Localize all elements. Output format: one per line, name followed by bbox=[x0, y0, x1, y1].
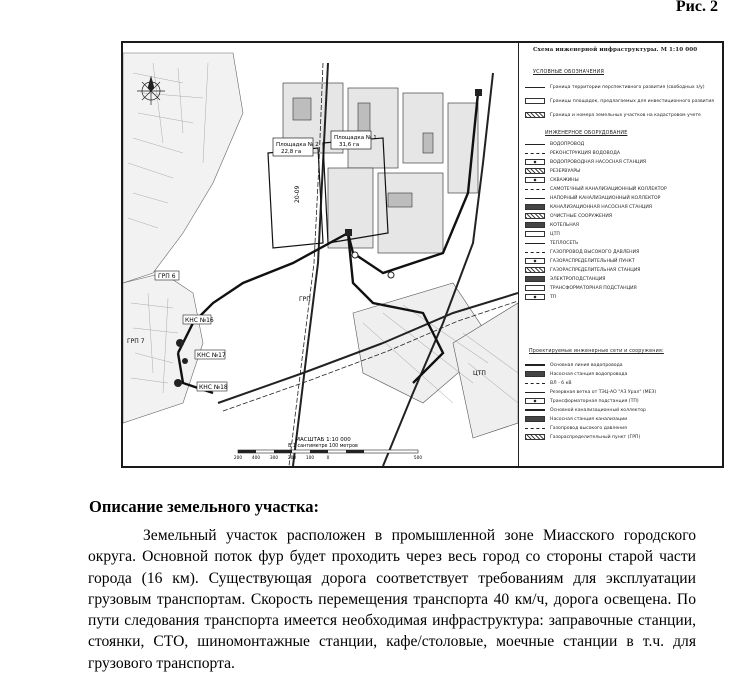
legend-item: РЕЗЕРВУАРЫ bbox=[525, 167, 580, 175]
sewer-pump-icon bbox=[525, 204, 545, 210]
engineering-heading: ИНЖЕНЕРНОЕ ОБОРУДОВАНИЕ bbox=[545, 131, 628, 136]
svg-text:ЦТП: ЦТП bbox=[473, 370, 486, 377]
section-title: Описание земельного участка: bbox=[89, 497, 320, 516]
map-legend bbox=[518, 43, 724, 466]
legend-title: Схема инженерной инфраструктуры. М 1:10 000 bbox=[533, 47, 698, 53]
legend-item: ТРАНСФОРМАТОРНАЯ ПОДСТАНЦИЯ bbox=[525, 284, 637, 292]
legend-item: Граница и номера земельных участков на кадастровом учете bbox=[525, 111, 701, 119]
site-label-2 bbox=[273, 138, 319, 156]
water-station-icon bbox=[525, 371, 545, 377]
svg-text:МАСШТАБ 1:10 000: МАСШТАБ 1:10 000 bbox=[295, 437, 351, 443]
well-icon bbox=[525, 177, 545, 183]
power-line-icon bbox=[525, 383, 545, 384]
gas-point-icon bbox=[525, 258, 545, 264]
gas-station-icon bbox=[525, 267, 545, 273]
legend-item: ЭЛЕКТРОПОДСТАНЦИЯ bbox=[525, 275, 605, 283]
legend-item: ЦТП bbox=[525, 230, 560, 238]
site-boundary-icon bbox=[525, 98, 545, 104]
svg-text:100: 100 bbox=[305, 456, 315, 461]
legend-heading: УСЛОВНЫЕ ОБОЗНАЧЕНИЯ bbox=[533, 70, 604, 75]
transformer-icon bbox=[525, 285, 545, 291]
tp-icon bbox=[525, 294, 545, 300]
legend-item: ГАЗОРАСПРЕДЕЛИТЕЛЬНЫЙ ПУНКТ bbox=[525, 257, 635, 265]
legend-item: Граница территории перспективного развития (свободных з/у) bbox=[525, 83, 705, 91]
legend-item: РЕКОНСТРУКЦИЯ ВОДОВОДА bbox=[525, 149, 620, 157]
description-paragraph: Земельный участок расположен в промышленной зоне Миасского городского округа. Основной поток фур будет проходить через весь город со стороны старой части города (16 км). Существующая дорога соответствует требованиям для эксплуатации грузовым транспортам. Скорость перемещения транспорта 40 км/ч, дорога освещена. По пути следования транспорта имеется необходимая инфраструктура: заправочные станции, стоянки, СТО, шиномонтажные станции, кафе/столовые, моечные станции в т.ч. для грузового транспорта. bbox=[88, 527, 696, 672]
legend-item: СКВАЖИНЫ bbox=[525, 176, 579, 184]
grp-icon bbox=[525, 434, 545, 440]
svg-text:ГРП 7: ГРП 7 bbox=[127, 338, 145, 345]
legend-item: ВЛ - 6 кВ bbox=[525, 379, 572, 387]
svg-text:22,8 га: 22,8 га bbox=[281, 149, 302, 155]
svg-text:В 1 сантиметре 100 метров: В 1 сантиметре 100 метров bbox=[288, 444, 358, 449]
heat-point-icon bbox=[525, 231, 545, 237]
legend-item: Газопровод высокого давления bbox=[525, 424, 627, 432]
legend-item: Трансформаторная подстанция (ТП) bbox=[525, 397, 639, 405]
map-drawing bbox=[123, 43, 518, 466]
reservoir-icon bbox=[525, 168, 545, 174]
legend-item: ТЕПЛОСЕТЬ bbox=[525, 239, 578, 247]
site-label-1 bbox=[331, 131, 377, 149]
svg-text:500: 500 bbox=[413, 456, 423, 461]
svg-text:31,6 га: 31,6 га bbox=[339, 142, 360, 148]
svg-text:КНС №18: КНС №18 bbox=[199, 384, 228, 391]
infrastructure-map bbox=[121, 41, 724, 468]
legend-item: Насосная станция водопровода bbox=[525, 370, 627, 378]
svg-text:300: 300 bbox=[269, 456, 279, 461]
svg-text:20-09: 20-09 bbox=[294, 185, 301, 203]
sewer-station-icon bbox=[525, 416, 545, 422]
legend-item: Насосная станция канализации bbox=[525, 415, 627, 423]
svg-text:0: 0 bbox=[326, 456, 330, 461]
legend-item: НАПОРНЫЙ КАНАЛИЗАЦИОННЫЙ КОЛЛЕКТОР bbox=[525, 194, 660, 202]
svg-text:КНС №16: КНС №16 bbox=[185, 317, 214, 324]
gravity-sewer-icon bbox=[525, 189, 545, 190]
svg-text:200: 200 bbox=[287, 456, 297, 461]
legend-item: Резервная ветка от ТЭЦ-АО "АЗ Урал" (МЕЗ) bbox=[525, 388, 656, 396]
legend-item: САМОТЕЧНЫЙ КАНАЛИЗАЦИОННЫЙ КОЛЛЕКТОР bbox=[525, 185, 667, 193]
legend-item: ВОДОПРОВОДНАЯ НАСОСНАЯ СТАНЦИЯ bbox=[525, 158, 646, 166]
svg-text:Площадка № 2: Площадка № 2 bbox=[276, 142, 319, 148]
reserve-line-icon bbox=[525, 392, 545, 393]
water-pump-icon bbox=[525, 159, 545, 165]
residential-blocks bbox=[123, 53, 243, 423]
legend-item: КОТЕЛЬНАЯ bbox=[525, 221, 579, 229]
gas-pipe-icon bbox=[525, 252, 545, 253]
boiler-icon bbox=[525, 222, 545, 228]
svg-text:Площадка № 1: Площадка № 1 bbox=[334, 135, 377, 141]
treatment-icon bbox=[525, 213, 545, 219]
legend-item: ТП bbox=[525, 293, 556, 301]
water-pipe-icon bbox=[525, 144, 545, 145]
legend-item: КАНАЛИЗАЦИОННАЯ НАСОСНАЯ СТАНЦИЯ bbox=[525, 203, 652, 211]
industrial-blocks bbox=[283, 83, 478, 253]
legend-item: Границы площадок, предлагаемых для инвестиционного развития bbox=[525, 97, 714, 105]
sewer-main-icon bbox=[525, 409, 545, 411]
legend-item: ГАЗОРАСПРЕДЕЛИТЕЛЬНАЯ СТАНЦИЯ bbox=[525, 266, 641, 274]
svg-text:400: 400 bbox=[251, 456, 261, 461]
svg-text:ГРП: ГРП bbox=[299, 296, 311, 303]
figure-label: Рис. 2 bbox=[675, 0, 718, 15]
svg-text:КНС №17: КНС №17 bbox=[197, 352, 226, 359]
high-pressure-gas-icon bbox=[525, 428, 545, 429]
svg-text:ГРП 6: ГРП 6 bbox=[158, 273, 176, 280]
water-main-icon bbox=[525, 364, 545, 366]
cadastral-icon bbox=[525, 112, 545, 118]
legend-item: ГАЗОПРОВОД ВЫСОКОГО ДАВЛЕНИЯ bbox=[525, 248, 639, 256]
boundary-line-icon bbox=[525, 87, 545, 88]
legend-item: ВОДОПРОВОД bbox=[525, 140, 584, 148]
transformer-substation-icon bbox=[525, 398, 545, 404]
proposed-heading: Проектируемые инженерные сети и сооружения: bbox=[529, 349, 664, 354]
water-reconstruction-icon bbox=[525, 153, 545, 154]
heat-network-icon bbox=[525, 243, 545, 244]
legend-item: Основной канализационный коллектор bbox=[525, 406, 646, 414]
legend-item: Основная линия водопровода bbox=[525, 361, 623, 369]
svg-text:200: 200 bbox=[233, 456, 243, 461]
legend-item: Газораспределительный пункт (ГРП) bbox=[525, 433, 640, 441]
legend-item: ОЧИСТНЫЕ СООРУЖЕНИЯ bbox=[525, 212, 612, 220]
pressure-sewer-icon bbox=[525, 198, 545, 199]
power-substation-icon bbox=[525, 276, 545, 282]
